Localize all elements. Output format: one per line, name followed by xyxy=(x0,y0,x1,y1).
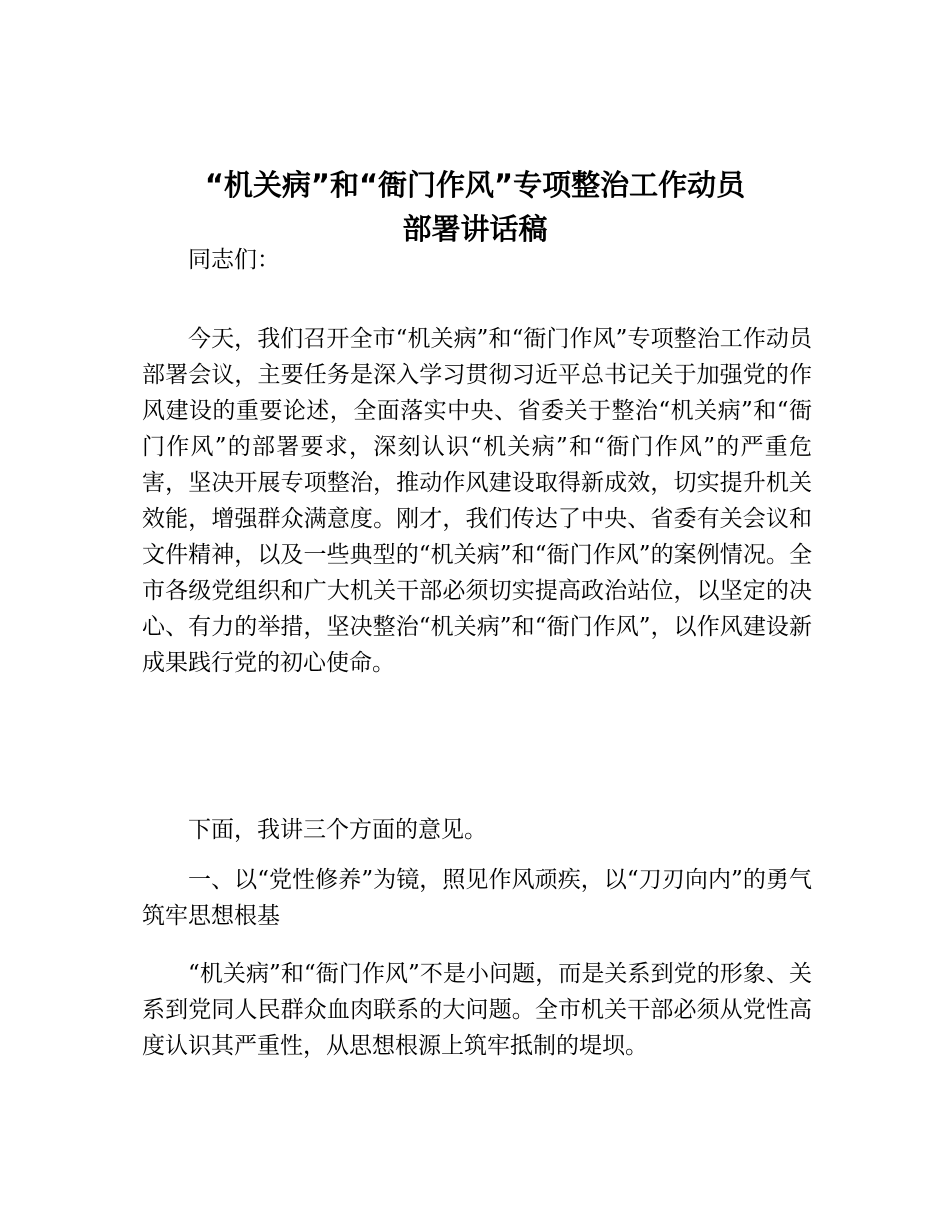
title-line-2: 部署讲话稿 xyxy=(402,212,548,246)
section-heading-1: 一、以“党性修养”为镜，照见作风顽疾，以“刀刃向内”的勇气筑牢思想根基 xyxy=(142,867,812,929)
paragraph-section-1: “机关病”和“衙门作风”不是小问题，而是关系到党的形象、关系到党同人民群众血肉联系的大问题。全市机关干部必须从党性高度认识其严重性，从思想根源上筑牢抵制的堤坝。 xyxy=(142,961,812,1059)
paragraph-outline: 下面，我讲三个方面的意见。 xyxy=(188,817,487,843)
salutation: 同志们： xyxy=(188,247,280,273)
title-line-1: “机关病”和“衙门作风”专项整治工作动员 xyxy=(204,168,746,202)
document-title xyxy=(120,163,830,251)
paragraph-opening: 今天，我们召开全市“机关病”和“衙门作风”专项整治工作动员部署会议，主要任务是深入学习贯彻习近平总书记关于加强党的作风建设的重要论述，全面落实中央、省委关于整治“机关病”和“衙门作风”的部署要求，深刻认识“机关病”和“衙门作风”的严重危害，坚决开展专项整治，推动作风建设取得新成效，切实提升机关效能，增强群众满意度。刚才，我们传达了中央、省委有关会议和文件精神，以及一些典型的“机关病”和“衙门作风”的案例情况。全市各级党组织和广大机关干部必须切实提高政治站位，以坚定的决心、有力的举措，坚决整治“机关病”和“衙门作风”，以作风建设新成果践行党的初心使命。 xyxy=(142,326,812,676)
